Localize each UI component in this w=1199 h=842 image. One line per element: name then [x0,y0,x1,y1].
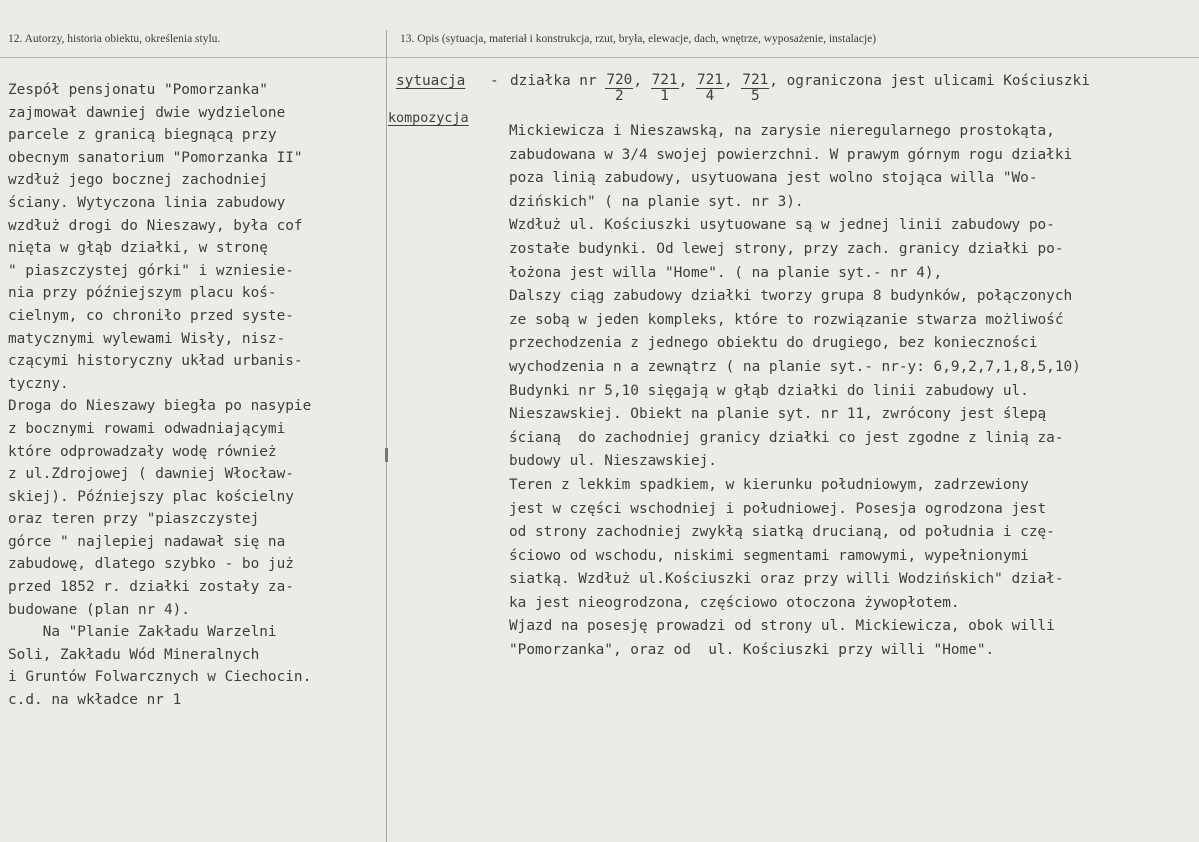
description-text-line: ścianą do zachodniej granicy działki co jest zgodne z linią za- [509,429,1064,446]
description-text-line: dzińskich" ( na planie syt. nr 3). [509,193,804,210]
description-text-line: Nieszawskiej. Obiekt na planie syt. nr 11, zwrócony jest ślepą [509,406,1047,423]
history-text-line: parcele z granicą biegnącą przy [8,127,277,144]
margin-mark [385,448,388,462]
parcel-fraction-denominator: 5 [750,88,760,104]
description-text-line: łożona jest willa "Home". ( na planie syt.- nr 4), [509,264,943,281]
history-text-line: Droga do Nieszawy biegła po nasypie [8,398,312,415]
parcel-fraction [651,73,679,104]
column-divider [386,30,387,842]
parcel-fraction [696,73,724,104]
history-text-line: " piaszczystej górki" i wzniesie- [8,262,294,279]
parcel-fraction-numerator: 721 [651,72,678,88]
history-text-line: Zespół pensjonatu "Pomorzanka" [8,82,268,98]
description-text-column [509,120,1194,663]
parcel-separator: , [723,73,742,89]
history-text-line: oraz teren przy "piaszczystej [8,511,260,528]
history-text-line: z bocznymi rowami odwadniającymi [8,420,286,437]
history-text-line: tyczny. [8,375,69,392]
description-text-line: "Pomorzanka", oraz od ul. Kościuszki przy willi "Home". [509,642,995,659]
parcel-fraction-denominator: 4 [705,88,715,104]
parcel-fraction-numerator: 721 [696,72,723,88]
section-13-header: 13. Opis (sytuacja, materiał i konstrukcja, rzut, bryła, elewacje, dach, wnętrze, wyposażenie, instalacje) [400,33,877,45]
description-text-line: przechodzenia z jednego obiektu do drugiego, bez konieczności [509,335,1038,352]
history-text-line: cielnym, co chroniło przed syste- [8,307,294,324]
description-text-line: ściowo od wschodu, niskimi segmentami ramowymi, wypełnionymi [509,547,1029,564]
history-text-line: i Gruntów Folwarcznych w Ciechocin. [8,669,312,686]
description-text-line: od strony zachodniej zwykłą siatką drucianą, od południa i czę- [509,524,1055,541]
parcel-fraction-numerator: 720 [606,72,633,88]
history-text-line: czącymi historyczny układ urbanis- [8,353,303,370]
history-text-line: z ul.Zdrojowej ( dawniej Włocław- [8,466,294,483]
description-text-line: Dalszy ciąg zabudowy działki tworzy grupa 8 budynków, połączonych [509,288,1073,305]
history-text-line: obecnym sanatorium "Pomorzanka II" [8,149,303,166]
history-text-line: skiej). Późniejszy plac kościelny [8,488,294,505]
description-text-line: ka jest nieogrodzona, częściowo otoczona żywopłotem. [509,594,960,611]
history-text-line: Na "Planie Zakładu Warzelni [8,624,277,641]
section-12-header: 12. Autorzy, historia obiektu, określenia stylu. [8,33,221,45]
parcel-separator: , [633,73,651,89]
parcel-fraction-denominator: 1 [660,88,669,104]
history-text-line: ściany. Wytyczona linia zabudowy [8,194,286,211]
parcel-line [510,73,1090,104]
history-text-line: Soli, Zakładu Wód Mineralnych [8,646,260,663]
history-text-line: nia przy późniejszym placu koś- [8,285,277,302]
description-text-line: Budynki nr 5,10 sięgają w głąb działki do linii zabudowy ul. [509,382,1029,399]
history-text-line: przed 1852 r. działki zostały za- [8,579,294,596]
description-text-line: siatką. Wzdłuż ul.Kościuszki oraz przy willi Wodzińskich" dział- [509,571,1064,588]
parcel-fraction-denominator: 2 [614,88,624,104]
history-text-line: wzdłuż drogi do Nieszawy, była cof [8,217,303,234]
parcel-fraction [741,73,769,104]
history-text-line: zabudowę, dlatego szybko - bo już [8,556,294,573]
description-text-line: wychodzenia n a zewnątrz ( na planie syt.- nr-y: 6,9,2,7,1,8,5,10) [509,358,1081,375]
label-sytuacja: sytuacja [396,73,466,89]
history-text-line: c.d. na wkładce nr 1 [8,692,182,709]
history-text-column [8,79,384,712]
history-text-line: wzdłuż jego bocznej zachodniej [8,172,268,189]
description-text-line: jest w części wschodniej i południowej. Posesja ogrodzona jest [509,500,1047,517]
description-text-line: Mickiewicza i Nieszawską, na zarysie nieregularnego prostokąta, [509,123,1055,139]
history-text-line: budowane (plan nr 4). [8,601,190,618]
history-text-line: nięta w głąb działki, w stronę [8,240,268,257]
description-text-line: Wzdłuż ul. Kościuszki usytuowane są w jednej linii zabudowy po- [509,217,1055,234]
history-text-line: które odprowadzały wodę również [8,443,277,460]
parcel-prefix: działka nr [510,73,606,89]
header-divider [0,57,1199,58]
parcel-fraction-numerator: 721 [742,72,769,88]
parcel-separator: , [769,73,787,89]
description-text-line: budowy ul. Nieszawskiej. [509,453,717,470]
parcel-separator: , [678,73,696,89]
parcel-suffix: ograniczona jest ulicami Kościuszki [786,73,1090,89]
description-text-line: poza linią zabudowy, usytuowana jest wolno stojąca willa "Wo- [509,170,1038,187]
description-text-line: zabudowana w 3/4 swojej powierzchni. W prawym górnym rogu działki [509,146,1073,163]
history-text-line: zajmował dawniej dwie wydzielone [8,104,286,121]
description-text-line: zostałe budynki. Od lewej strony, przy zach. granicy działki po- [509,240,1064,257]
parcel-numbers [605,72,787,104]
history-text-line: matycznymi wylewami Wisły, nisz- [8,330,286,347]
description-text-line: ze sobą w jeden kompleks, które to rozwiązanie stwarza możliwość [509,311,1064,328]
history-text-line: górce " najlepiej nadawał się na [8,533,286,550]
description-text-line: Teren z lekkim spadkiem, w kierunku południowym, zadrzewiony [509,476,1029,493]
parcel-fraction [605,73,633,104]
label-dash: - [490,73,499,89]
label-kompozycja: kompozycja [388,111,469,126]
description-text-line: Wjazd na posesję prowadzi od strony ul. Mickiewicza, obok willi [509,618,1055,635]
